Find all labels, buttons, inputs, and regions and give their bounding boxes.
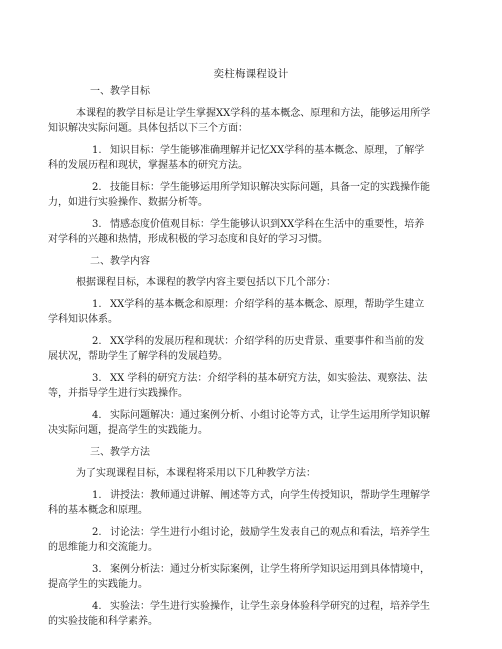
- section-heading: 三、教学方法: [90, 446, 150, 458]
- list-number: 3.: [92, 218, 102, 230]
- section-heading: 二、教学内容: [90, 255, 150, 267]
- section-intro: 为了实现课程目标，本课程将采用以下几种教学方法：: [76, 468, 316, 479]
- list-item: [48, 562, 434, 593]
- list-text: 讲授法：教师通过讲解、阐述等方式，向学生传授知识，帮助学生理解学科的基本概念和原理。: [48, 489, 430, 516]
- list-number: 2.: [92, 181, 102, 193]
- list-number: 3.: [92, 372, 102, 384]
- list-item: [48, 334, 434, 365]
- section-intro: 根据课程目标，本课程的教学内容主要包括以下几个部分：: [76, 277, 336, 288]
- page-title: 奕柱梅课程设计: [213, 68, 289, 80]
- section-intro: 本课程的教学目标是让学生掌握XX学科的基本概念、原理和方法，能够运用所学知识解决实际问题。具体包括以下三个方面：: [48, 107, 431, 134]
- list-item: [48, 143, 434, 174]
- list-text: XX学科的基本概念和原理：介绍学科的基本概念、原理，帮助学生建立学科知识体系。: [48, 298, 425, 325]
- list-item: [48, 488, 434, 519]
- list-item: [48, 371, 434, 402]
- list-number: 1.: [92, 489, 102, 501]
- list-number: 4.: [92, 409, 102, 421]
- list-text: 知识目标：学生能够准确理解并记忆XX学科的基本概念、原理，了解学科的发展历程和现状，掌握基本的研究方法。: [48, 144, 425, 171]
- list-item: [48, 599, 434, 630]
- list-text: 情感态度价值观目标：学生能够认识到XX学科在生活中的重要性，培养对学科的兴趣和热情，形成积极的学习态度和良好的学习习惯。: [48, 218, 425, 245]
- list-text: 案例分析法：通过分析实际案例，让学生将所学知识运用到具体情境中，提高学生的实践能力。: [48, 563, 430, 590]
- list-number: 3.: [92, 563, 102, 575]
- list-number: 1.: [92, 144, 102, 156]
- list-text: 技能目标：学生能够运用所学知识解决实际问题，具备一定的实践操作能力，如进行实验操作、数据分析等。: [48, 181, 430, 208]
- list-text: 讨论法：学生进行小组讨论，鼓励学生发表自己的观点和看法，培养学生的思维能力和交流能力。: [48, 526, 430, 553]
- list-text: 实际问题解决：通过案例分析、小组讨论等方式，让学生运用所学知识解决实际问题，提高学生的实践能力。: [48, 409, 430, 436]
- list-text: XX 学科的研究方法：介绍学科的基本研究方法，如实验法、观察法、法等，并指导学生进行实践操作。: [48, 372, 428, 399]
- list-text: 实验法：学生进行实验操作，让学生亲身体验科学研究的过程，培养学生的实验技能和科学素养。: [48, 600, 430, 627]
- list-number: 1.: [92, 298, 102, 310]
- document-body: [48, 84, 434, 636]
- list-item: [48, 217, 434, 248]
- list-number: 2.: [92, 335, 102, 347]
- list-item: [48, 297, 434, 328]
- list-text: XX学科的发展历程和现状：介绍学科的历史背景、重要事件和当前的发展状况，帮助学生了解学科的发展趋势。: [48, 335, 425, 362]
- list-number: 2.: [92, 526, 102, 538]
- list-item: [48, 408, 434, 439]
- list-item: [48, 525, 434, 556]
- list-item: [48, 180, 434, 211]
- list-number: 4.: [92, 600, 102, 612]
- section-heading: 一、教学目标: [90, 86, 150, 97]
